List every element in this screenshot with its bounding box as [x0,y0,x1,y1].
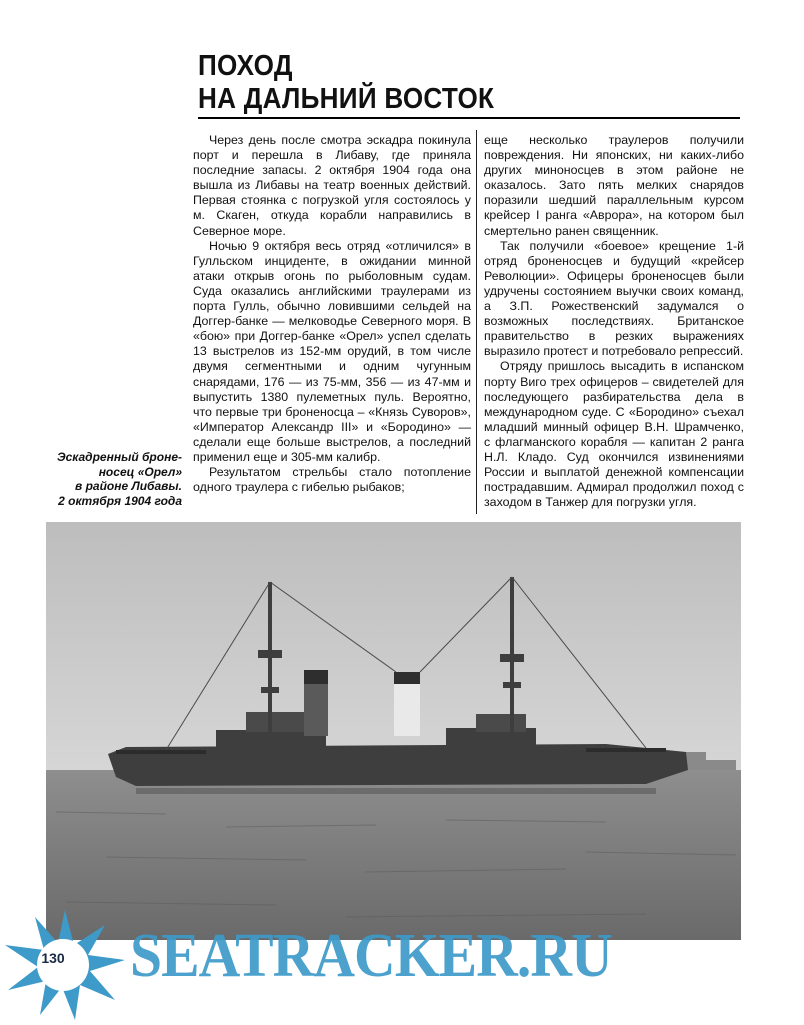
page-number: 130 [41,950,65,966]
watermark: SEATRACKER.RU [130,922,612,990]
left-column [193,133,471,495]
left-paragraph: Ночью 9 октября весь отряд «отличился» в Гулльском инциденте, в ожидании минной атаки открыв огонь по рыболовным судам. Суда оказались английскими траулерами из порта Гулль, обычно ловившими сельдей на Доггер-банке — мелководье Северного моря. В «бою» при Доггер-банке «Орел» успел сделать 13 выстрелов из 152-мм орудий, в том числе двумя сегментными и одним чугунным снарядами, 176 — из 75-мм, 356 — из 47-мм и выпустить 1380 пулеметных пуль. Вероятно, что первые три броненосца – «Князь Суворов», «Император Александр III» и «Бородино» — сделали еще больше выстрелов, а последний применил еще и 305-мм калибр. [193,238,471,464]
left-paragraph: Через день после смотра эскадра покинула порт и перешла в Либаву, где приняла последние запасы. 2 октября 1904 года она вышла из Либавы на театр военных действий. Первая стоянка с погрузкой угля состоялось у м. Скаген, откуда корабли направились в Северное море. [193,133,471,238]
right-paragraph: еще несколько траулеров получили повреждения. Ни японских, ни каких-либо других миноносцев в этом районе не оказалось. Зато пять мелких снарядов поразили шедший параллельным курсом крейсер I ранга «Аврора», на котором был смертельно ранен священник. [484,133,744,238]
right-paragraph: Отряду пришлось высадить в испанском порту Виго трех офицеров – свидетелей для последующего разбирательства дела в международном суде. С «Бородино» съехал младший минный офицер В.Н. Шрамченко, с флагманского корабля — капитан 2 ранга Н.Л. Кладо. Суд окончился извинениями России и выплатой денежной компенсации пострадавшим. Адмирал продолжил поход с заходом в Танжер для погрузки угля. [484,359,744,510]
caption-line: в районе Либавы. [74,479,182,493]
right-column [484,133,744,510]
photo-caption [42,450,182,508]
page-title [198,50,494,116]
caption-line: Эскадренный броне- [56,450,182,464]
sky [46,522,741,772]
battleship-photo [46,522,741,940]
right-paragraph: Так получили «боевое» крещение 1-й отряд броненосцев и будущий «крейсер Революции». Офицеры броненосцев были удручены состоянием выучки своих команд, а З.П. Рожественский задумался о возможных последствиях. Британское правительство в резких выражениях выразило протест и потребовало репрессий. [484,238,744,359]
left-paragraph: Результатом стрельбы стало потопление одного траулера с гибелью рыбаков; [193,465,471,495]
title-line-2: НА ДАЛЬНИЙ ВОСТОК [198,83,495,115]
caption-line: 2 октября 1904 года [58,493,182,508]
ship-reflection [136,788,656,794]
caption-line: носец «Орел» [98,464,182,479]
title-line-1: ПОХОД [198,50,293,82]
title-rule [198,117,740,119]
column-divider [476,130,477,514]
